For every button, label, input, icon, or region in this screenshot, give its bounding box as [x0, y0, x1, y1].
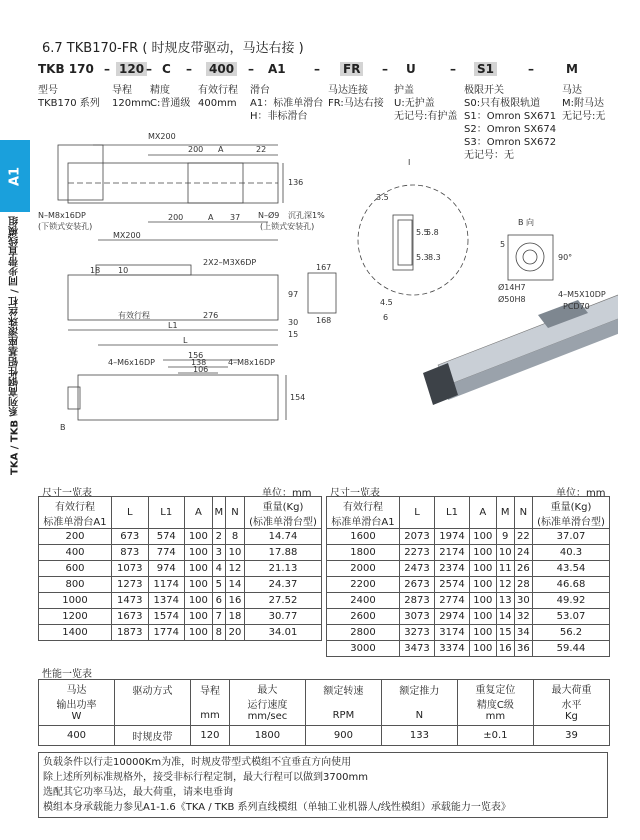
table-cell: 900	[305, 726, 381, 746]
callout-label: N–M8x16DP	[38, 211, 86, 220]
table-row	[39, 577, 322, 593]
dim-table-left	[38, 496, 322, 641]
table-cell: 39	[533, 726, 609, 746]
legend-switch: 极限开关 S0:只有极限轨道 S1：Omron SX671 S2：Omron SX674 S3：Omron SX672 无记号：无	[464, 85, 557, 161]
table-cell: 2273	[400, 545, 435, 561]
code-dash: –	[146, 62, 152, 76]
callout-label: N–Ø9	[258, 211, 280, 220]
table-cell: 100	[185, 545, 213, 561]
legend-model: 型号 TKB170 系列	[38, 85, 100, 109]
table-cell: 2174	[435, 545, 470, 561]
dim-table-left-unit: 单位：mm	[262, 488, 312, 499]
code-motor: M	[566, 62, 578, 76]
col-header: 驱动方式	[115, 680, 191, 726]
table-cell: 6	[212, 593, 225, 609]
chapter-tab	[0, 140, 30, 212]
table-cell: 2873	[400, 593, 435, 609]
callout-label: 4–M5X10DP	[558, 290, 606, 299]
note-line: 选配其它功率马达，最大荷重，请来电垂询	[43, 787, 233, 798]
dim-label: 167	[316, 263, 332, 272]
callout-note: (上锁式安装孔)	[260, 222, 315, 231]
table-cell: 27.52	[245, 593, 322, 609]
col-header: 重复定位 精度C级 mm	[457, 680, 533, 726]
side-view-body	[68, 275, 278, 320]
table-cell: 9	[496, 529, 514, 545]
table-cell: 774	[148, 545, 185, 561]
code-dash: –	[248, 62, 254, 76]
section-label: I	[408, 158, 411, 167]
dim-label: 136	[288, 178, 304, 187]
col-header: N	[514, 497, 532, 529]
code-slider: A1	[268, 62, 286, 76]
dim-label: 276	[203, 311, 219, 320]
table-cell: 3374	[435, 641, 470, 657]
dim-label: MX200	[148, 132, 176, 141]
table-cell: 13	[496, 593, 514, 609]
table-cell: 2000	[327, 561, 400, 577]
dim-label: 168	[316, 316, 332, 325]
table-cell: 200	[39, 529, 112, 545]
table-row	[327, 561, 610, 577]
col-header: L1	[435, 497, 470, 529]
table-cell: 28	[514, 577, 532, 593]
code-switch: S1	[474, 62, 497, 76]
callout-label: 4–M8x16DP	[228, 358, 275, 367]
table-cell: 26	[514, 561, 532, 577]
table-cell: ±0.1	[457, 726, 533, 746]
table-cell: 1600	[327, 529, 400, 545]
table-cell: 100	[470, 593, 497, 609]
table-cell: 1400	[39, 625, 112, 641]
legend-motor-conn: 马达连接 FR:马达右接	[328, 85, 384, 109]
motor-top	[58, 145, 103, 200]
table-cell: 2073	[400, 529, 435, 545]
table-cell: 1200	[39, 609, 112, 625]
dim-table-right-unit: 单位：mm	[556, 488, 606, 499]
dim-label: 37	[230, 213, 241, 222]
table-row	[39, 545, 322, 561]
code-precision: C	[162, 62, 171, 76]
table-cell: 100	[470, 577, 497, 593]
dim-label: 6	[383, 313, 389, 322]
table-cell: 3174	[435, 625, 470, 641]
table-row	[327, 625, 610, 641]
legend-stroke: 有效行程 400mm	[198, 85, 238, 109]
col-header: 重量(Kg) (标准单滑台型)	[533, 497, 610, 529]
dim-label: A	[208, 213, 214, 222]
table-cell: 16	[496, 641, 514, 657]
end-view-flange	[508, 235, 553, 280]
dim-label: 200	[188, 145, 204, 154]
col-header: L	[112, 497, 149, 529]
table-cell: 10	[226, 545, 245, 561]
table-cell: 12	[496, 577, 514, 593]
table-cell: 2	[212, 529, 225, 545]
table-row	[39, 561, 322, 577]
table-cell: 20	[226, 625, 245, 641]
table-cell: 8	[226, 529, 245, 545]
table-cell: 100	[185, 625, 213, 641]
code-dash: –	[314, 62, 320, 76]
code-dash: –	[382, 62, 388, 76]
code-series: TKB 170	[38, 62, 94, 76]
table-cell: 34.01	[245, 625, 322, 641]
chapter-tab-label: A1	[7, 166, 23, 186]
table-cell: 12	[226, 561, 245, 577]
table-cell: 3473	[400, 641, 435, 657]
table-row	[39, 625, 322, 641]
col-header: 额定推力 N	[381, 680, 457, 726]
perf-table-title: 性能一览表	[42, 669, 92, 680]
table-row	[39, 529, 322, 545]
dim-label: 5.8	[426, 228, 439, 237]
dim-label: Ø14H7	[498, 283, 526, 292]
dim-label: 5	[500, 240, 506, 249]
legend-cover: 护盖 U:无护盖 无记号:有护盖	[394, 85, 458, 122]
table-cell: 133	[381, 726, 457, 746]
dim-label: 8.3	[428, 253, 441, 262]
table-cell: 400	[39, 726, 115, 746]
table-row	[327, 593, 610, 609]
table-cell: 974	[148, 561, 185, 577]
table-cell: 1273	[112, 577, 149, 593]
dim-table-left-title: 尺寸一览表	[42, 488, 92, 499]
view-title: B 向	[518, 218, 535, 227]
legend-slider: 滑台 A1：标准单滑台 H：非标滑台	[250, 85, 324, 122]
dim-label: A	[218, 145, 224, 154]
code-stroke: 400	[206, 62, 237, 76]
table-cell: 14	[226, 577, 245, 593]
legend-lead: 导程 120mm	[112, 85, 151, 109]
dim-label: 22	[256, 145, 267, 154]
table-cell: 2974	[435, 609, 470, 625]
table-cell: 17.88	[245, 545, 322, 561]
technical-drawing	[38, 125, 618, 480]
table-cell: 100	[470, 641, 497, 657]
table-cell: 4	[212, 561, 225, 577]
table-cell: 14	[496, 609, 514, 625]
table-row	[327, 529, 610, 545]
code-cover: U	[406, 62, 416, 76]
dim-label: 3.5	[376, 193, 389, 202]
col-header: 马达 输出功率 W	[39, 680, 115, 726]
product-render	[423, 295, 618, 405]
table-cell: 11	[496, 561, 514, 577]
code-dash: –	[186, 62, 192, 76]
table-cell: 2673	[400, 577, 435, 593]
table-cell: 53.07	[533, 609, 610, 625]
table-cell: 574	[148, 529, 185, 545]
callout-label: 2X2–M3X6DP	[203, 258, 257, 267]
dim-label: 90°	[558, 253, 573, 262]
col-header: 有效行程 标准单滑台A1	[39, 497, 112, 529]
table-row	[327, 609, 610, 625]
dim-label: 30	[288, 318, 299, 327]
table-cell: 2374	[435, 561, 470, 577]
table-cell: 2600	[327, 609, 400, 625]
table-cell: 16	[226, 593, 245, 609]
dim-label: 15	[288, 330, 299, 339]
table-cell: 时规皮带	[115, 726, 191, 746]
table-cell: 400	[39, 545, 112, 561]
table-cell: 673	[112, 529, 149, 545]
col-header: M	[212, 497, 225, 529]
table-cell: 37.07	[533, 529, 610, 545]
table-cell: 600	[39, 561, 112, 577]
note-line: 负载条件以行走10000Km为准，时规皮带型式模组不宜垂直方向使用	[43, 757, 352, 768]
col-header: N	[226, 497, 245, 529]
table-cell: 30	[514, 593, 532, 609]
table-cell: 100	[185, 561, 213, 577]
dim-label: Ø50H8	[498, 295, 526, 304]
view-arrow-label: B	[60, 423, 66, 432]
col-header: 额定转速 RPM	[305, 680, 381, 726]
dim-label: 97	[288, 290, 299, 299]
table-cell: 1574	[148, 609, 185, 625]
table-cell: 1974	[435, 529, 470, 545]
dim-label: 154	[290, 393, 306, 402]
col-header: A	[470, 497, 497, 529]
table-cell: 3	[212, 545, 225, 561]
table-row	[39, 593, 322, 609]
table-cell: 1473	[112, 593, 149, 609]
code-lead: 120	[116, 62, 147, 76]
dim-label: 200	[168, 213, 184, 222]
col-header: L	[400, 497, 435, 529]
callout-label: 4–M6x16DP	[108, 358, 155, 367]
table-row	[327, 641, 610, 657]
table-cell: 21.13	[245, 561, 322, 577]
table-cell: 100	[470, 625, 497, 641]
col-header: A	[185, 497, 213, 529]
dim-label: 5.5	[416, 228, 429, 237]
table-cell: 18	[226, 609, 245, 625]
table-cell: 1000	[39, 593, 112, 609]
legend-precision: 精度 C:普通级	[150, 85, 191, 109]
dim-label: 138	[191, 358, 207, 367]
table-cell: 2473	[400, 561, 435, 577]
table-cell: 100	[470, 561, 497, 577]
table-cell: 14.74	[245, 529, 322, 545]
table-cell: 24	[514, 545, 532, 561]
col-header: 重量(Kg) (标准单滑台型)	[245, 497, 322, 529]
callout-note: (下锁式安装孔)	[38, 222, 93, 231]
table-cell: 3000	[327, 641, 400, 657]
legend-motor: 马达 M:附马达 无记号:无	[562, 85, 606, 122]
table-cell: 1073	[112, 561, 149, 577]
table-cell: 100	[470, 609, 497, 625]
page-title: 6.7 TKB170-FR ( 时规皮带驱动，马达右接 )	[42, 41, 304, 56]
table-cell: 873	[112, 545, 149, 561]
table-row	[39, 609, 322, 625]
table-cell: 1673	[112, 609, 149, 625]
table-cell: 30.77	[245, 609, 322, 625]
dim-label: 18	[90, 266, 101, 275]
dim-label: 有效行程	[118, 311, 150, 320]
col-header: 导程 mm	[191, 680, 230, 726]
table-cell: 43.54	[533, 561, 610, 577]
notes-box	[38, 752, 608, 818]
bottom-view-body	[78, 375, 278, 420]
table-cell: 800	[39, 577, 112, 593]
code-dash: –	[528, 62, 534, 76]
dim-table-right	[326, 496, 610, 657]
table-cell: 1800	[327, 545, 400, 561]
table-cell: 100	[185, 529, 213, 545]
table-cell: 15	[496, 625, 514, 641]
table-cell: 100	[185, 593, 213, 609]
col-header: 最大荷重 水平 Kg	[533, 680, 609, 726]
dim-label: 10	[118, 266, 129, 275]
table-cell: 2574	[435, 577, 470, 593]
table-cell: 1374	[148, 593, 185, 609]
table-cell: 40.3	[533, 545, 610, 561]
table-cell: 49.92	[533, 593, 610, 609]
col-header: M	[496, 497, 514, 529]
table-cell: 2200	[327, 577, 400, 593]
table-cell: 2800	[327, 625, 400, 641]
callout-label: 沉孔深1%	[288, 211, 325, 220]
model-code	[38, 62, 608, 80]
table-cell: 56.2	[533, 625, 610, 641]
dim-label: 5.3	[416, 253, 429, 262]
table-cell: 59.44	[533, 641, 610, 657]
table-cell: 22	[514, 529, 532, 545]
dim-label: L	[183, 336, 188, 345]
table-cell: 3073	[400, 609, 435, 625]
table-cell: 34	[514, 625, 532, 641]
table-cell: 2400	[327, 593, 400, 609]
col-header: 有效行程 标准单滑台A1	[327, 497, 400, 529]
table-cell: 1800	[229, 726, 305, 746]
code-dash: –	[104, 62, 110, 76]
table-cell: 36	[514, 641, 532, 657]
table-cell: 32	[514, 609, 532, 625]
note-line: 模组本身承载能力参见A1-1.6《TKA / TKB 系列直线模组（单轴工业机器人/线性模组）承载能力一览表》	[43, 802, 511, 813]
code-dash: –	[450, 62, 456, 76]
table-cell: 100	[185, 577, 213, 593]
table-cell: 5	[212, 577, 225, 593]
table-row	[327, 545, 610, 561]
table-cell: 10	[496, 545, 514, 561]
table-cell: 1873	[112, 625, 149, 641]
col-header: 最大 运行速度 mm/sec	[229, 680, 305, 726]
dim-label: MX200	[113, 231, 141, 240]
table-cell: 7	[212, 609, 225, 625]
table-cell: 2774	[435, 593, 470, 609]
callout-label: PCD70	[563, 302, 590, 311]
table-cell: 24.37	[245, 577, 322, 593]
table-cell: 100	[470, 545, 497, 561]
table-cell: 100	[185, 609, 213, 625]
table-cell: 3273	[400, 625, 435, 641]
series-vertical-title: TKA / TKB 系列高钢性铝基座滚珠丝杠 / 同步带直线模组	[9, 215, 21, 475]
perf-table	[38, 679, 610, 746]
dim-label: L1	[168, 321, 178, 330]
table-cell: 8	[212, 625, 225, 641]
dim-label: 106	[193, 365, 209, 374]
dim-label: 156	[188, 351, 204, 360]
table-cell: 1174	[148, 577, 185, 593]
table-cell: 120	[191, 726, 230, 746]
table-cell: 1774	[148, 625, 185, 641]
table-cell: 46.68	[533, 577, 610, 593]
note-line: 除上述所列标准规格外，接受非标行程定制，最大行程可以做到3700mm	[43, 772, 368, 783]
col-header: L1	[148, 497, 185, 529]
dim-label: 4.5	[380, 298, 393, 307]
code-motor-conn: FR	[340, 62, 363, 76]
table-row	[327, 577, 610, 593]
table-cell: 100	[470, 529, 497, 545]
dim-table-right-title: 尺寸一览表	[330, 488, 380, 499]
